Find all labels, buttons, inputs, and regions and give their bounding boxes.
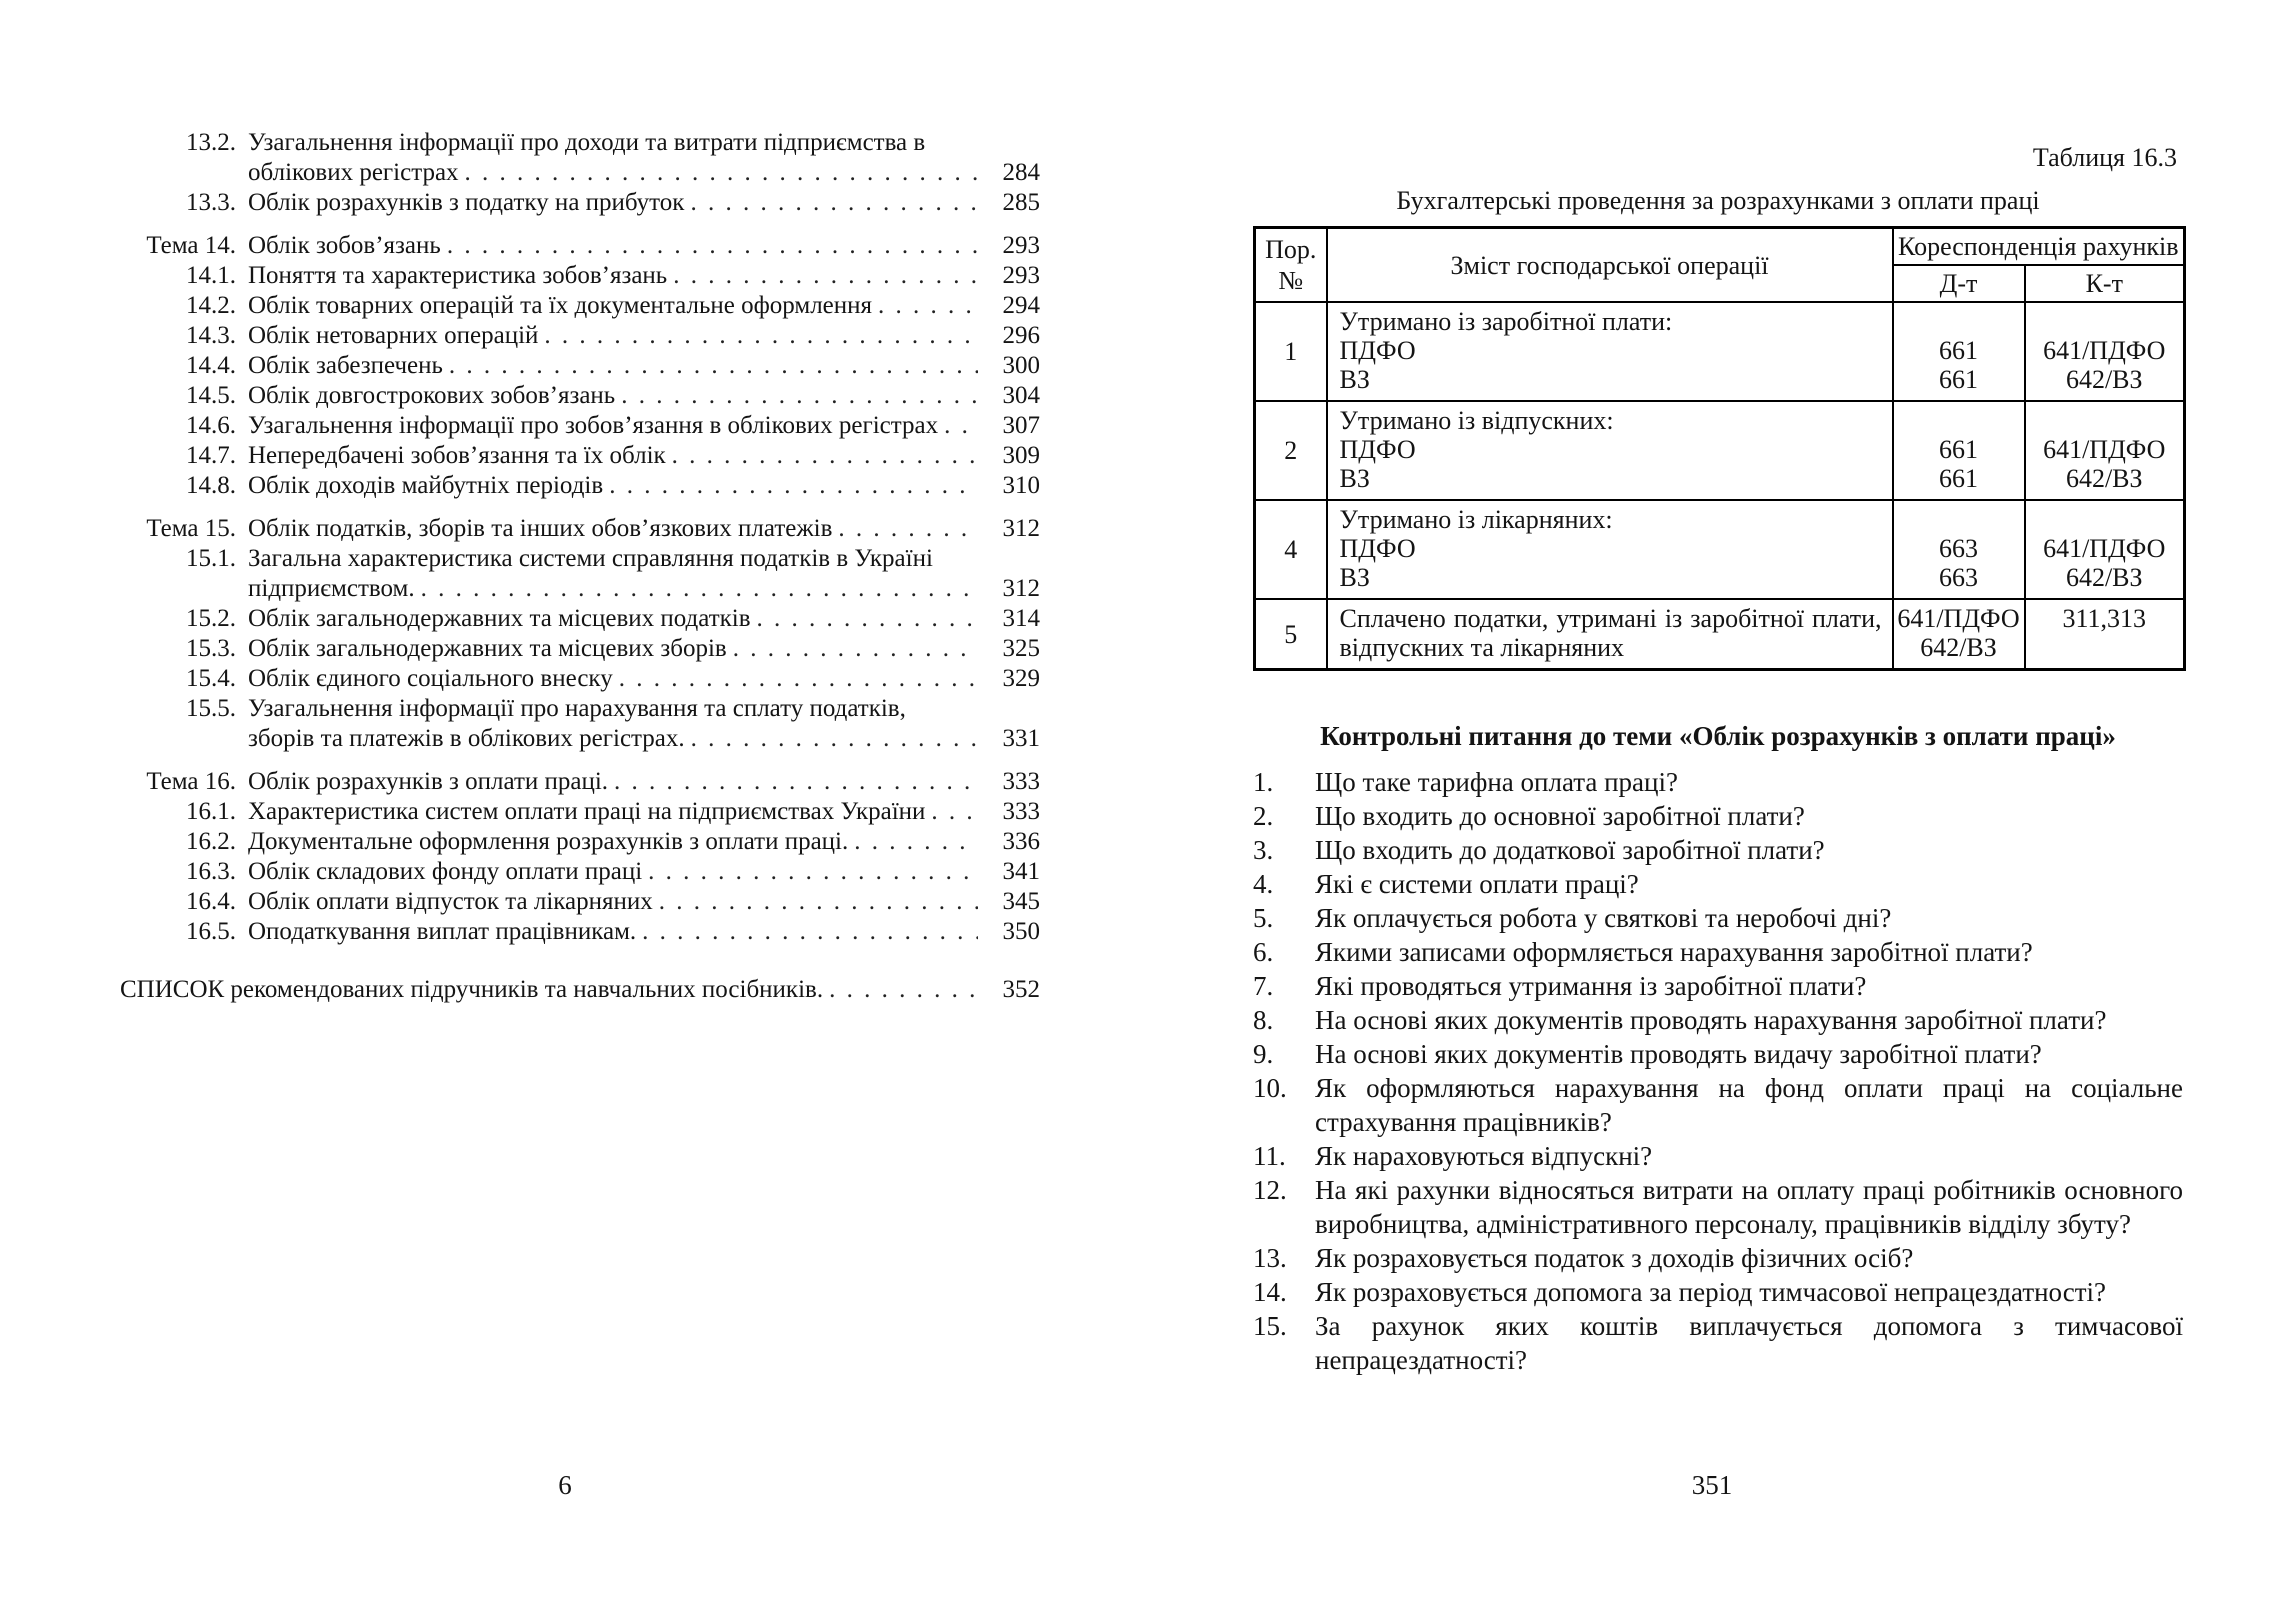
- credit-account: 642/ВЗ: [2065, 365, 2143, 394]
- toc-page-number: 309: [1002, 442, 1040, 469]
- col-header-number: [1255, 228, 1327, 303]
- debit-account: 661: [1939, 464, 1978, 493]
- dot-leader: [421, 574, 978, 604]
- toc-entry: [120, 128, 1040, 158]
- toc-entry: [120, 827, 1040, 857]
- toc-entry: [120, 634, 1040, 664]
- toc-page-number: 293: [1002, 232, 1040, 259]
- question-text: Що входить до основної заробітної плати?: [1315, 801, 1805, 831]
- toc-page-number: 304: [1002, 382, 1040, 409]
- operation-line: ВЗ: [1339, 563, 1370, 592]
- question-text: Як оформляються нарахування на фонд оплати праці на соціальне страхування працівників?: [1315, 1073, 2183, 1137]
- toc-entry-title: Облік нетоварних операцій: [248, 322, 539, 349]
- credit-account: 641/ПДФО: [2043, 435, 2166, 464]
- toc-entry-title: Облік оплати відпусток та лікарняних: [248, 888, 653, 915]
- toc-entry-number: 15.2.: [186, 605, 236, 632]
- table-title: Бухгалтерські проведення за розрахунками з оплати праці: [1396, 186, 2040, 215]
- debit-account: 661: [1939, 365, 1978, 394]
- credit-account: 641/ПДФО: [2043, 336, 2166, 365]
- question-text: Що входить до додаткової заробітної плати?: [1315, 835, 1825, 865]
- dot-leader: [757, 604, 978, 634]
- question-number: 5.: [1253, 903, 1274, 933]
- operation-line: ПДФО: [1339, 336, 1416, 365]
- toc-entry-number: 16.4.: [186, 888, 236, 915]
- credit-cell: [2025, 401, 2185, 500]
- page-number-left: 6: [558, 1470, 572, 1500]
- toc-entry-number: 15.3.: [186, 635, 236, 662]
- question-number: 8.: [1253, 1005, 1274, 1035]
- toc-page-number: 333: [1002, 768, 1040, 795]
- toc-entry-number: 14.5.: [186, 382, 236, 409]
- dot-leader: [465, 158, 978, 188]
- toc-entry-number: Тема 14.: [146, 232, 236, 259]
- toc-entry: [120, 291, 1040, 321]
- toc-page-number: 341: [1002, 858, 1040, 885]
- toc-entry-continuation: [120, 724, 1040, 754]
- postings-table: [1253, 226, 2186, 671]
- question-number: 9.: [1253, 1039, 1274, 1069]
- toc-entry-title: Облік розрахунків з податку на прибуток: [248, 189, 685, 216]
- credit-account: 642/ВЗ: [2065, 563, 2143, 592]
- question-text: Як нараховуються відпускні?: [1315, 1141, 1653, 1171]
- col-header-number-line2: №: [1278, 266, 1304, 295]
- debit-account: 661: [1939, 336, 1978, 365]
- toc-entry-title: Облік єдиного соціального внеску: [248, 665, 613, 692]
- toc-entry-title: зборів та платежів в облікових регістрах.: [248, 725, 685, 752]
- toc-page-number: 312: [1002, 575, 1040, 602]
- toc-entry-number: 15.1.: [186, 545, 236, 572]
- toc-entry-title: підприємством.: [248, 575, 415, 602]
- toc-entry-list: [120, 975, 1040, 1005]
- question-text: Як оплачується робота у святкові та неробочі дні?: [1315, 903, 1892, 933]
- toc-entry-title: Облік доходів майбутніх періодів: [248, 472, 604, 499]
- toc-entry-continuation: [120, 158, 1040, 188]
- dot-leader: [619, 664, 978, 694]
- toc-page-number: 350: [1002, 918, 1040, 945]
- toc-entry-number: 15.5.: [186, 695, 236, 722]
- toc-entry: [120, 441, 1040, 471]
- toc-entry-number: 16.3.: [186, 858, 236, 885]
- toc-entry: [120, 381, 1040, 411]
- toc-entry-theme: [120, 231, 1040, 261]
- toc-entry: [120, 321, 1040, 351]
- toc-entry-title: Облік товарних операцій та їх документальне оформлення: [248, 292, 873, 319]
- toc-entry-number: 14.1.: [186, 262, 236, 289]
- toc-entry-continuation: [120, 574, 1040, 604]
- dot-leader: [614, 767, 978, 797]
- table-caption: Таблиця 16.3: [2032, 143, 2177, 172]
- debit-cell: [1893, 401, 2025, 500]
- question-number: 7.: [1253, 971, 1274, 1001]
- content-page: [1253, 142, 2183, 1377]
- toc-entry-title: Облік розрахунків з оплати праці.: [248, 768, 609, 795]
- row-number: 1: [1255, 302, 1327, 401]
- toc-page-number: 285: [1002, 189, 1040, 216]
- question-number: 2.: [1253, 801, 1274, 831]
- debit-account: 642/ВЗ: [1920, 633, 1997, 662]
- question-number: 3.: [1253, 835, 1274, 865]
- toc-entry-number: 13.3.: [186, 189, 236, 216]
- table-row: [1255, 302, 2185, 401]
- question-item: [1253, 833, 2183, 867]
- dot-leader: [931, 797, 978, 827]
- toc-entry-title: Документальне оформлення розрахунків з оплати праці.: [248, 828, 849, 855]
- debit-cell: [1893, 500, 2025, 599]
- question-text: На які рахунки відносяться витрати на оплату праці робітників основного виробництва, адміністративного персоналу, працівників відділу збуту?: [1315, 1175, 2183, 1239]
- question-item: [1253, 969, 2183, 1003]
- toc-entry-title: Облік загальнодержавних та місцевих зборів: [248, 635, 727, 662]
- toc-entry-title: Облік податків, зборів та інших обов’язкових платежів: [248, 515, 833, 542]
- toc-page-number: 331: [1002, 725, 1040, 752]
- toc-entry-title: Оподаткування виплат працівникам.: [248, 918, 637, 945]
- toc-entry-number: Тема 15.: [146, 515, 236, 542]
- toc-page-number: 352: [1002, 976, 1040, 1003]
- toc-entry-number: 15.4.: [186, 665, 236, 692]
- operation-line: ВЗ: [1339, 365, 1370, 394]
- question-number: 10.: [1253, 1073, 1287, 1103]
- debit-cell: [1893, 302, 2025, 401]
- toc-page-number: 336: [1002, 828, 1040, 855]
- toc-page-number: 314: [1002, 605, 1040, 632]
- question-text: Якими записами оформляється нарахування заробітної плати?: [1315, 937, 2033, 967]
- operation-line: ПДФО: [1339, 534, 1416, 563]
- question-item: [1253, 765, 2183, 799]
- row-content: [1327, 302, 1893, 401]
- toc-entry-title: Облік складових фонду оплати праці: [248, 858, 643, 885]
- dot-leader: [878, 291, 978, 321]
- debit-account: 661: [1939, 435, 1978, 464]
- question-item: [1253, 1173, 2183, 1241]
- question-text: Які проводяться утримання із заробітної плати?: [1315, 971, 1867, 1001]
- dot-leader: [659, 887, 978, 917]
- toc-entry: [120, 797, 1040, 827]
- table-row: [1255, 500, 2185, 599]
- toc-entry-title: Поняття та характеристика зобов’язань: [248, 262, 668, 289]
- question-item: [1253, 1139, 2183, 1173]
- dot-leader: [642, 917, 978, 947]
- dot-leader: [447, 231, 978, 261]
- toc-page-number: 300: [1002, 352, 1040, 379]
- toc-entry-number: 14.2.: [186, 292, 236, 319]
- question-number: 12.: [1253, 1175, 1287, 1205]
- operation-title: Утримано із відпускних:: [1339, 406, 1614, 435]
- toc-entry-title: облікових регістрах: [248, 159, 459, 186]
- toc-entry-number: Тема 16.: [146, 768, 236, 795]
- toc-page-number: 294: [1002, 292, 1040, 319]
- row-content: Сплачено податки, утримані із заробітної плати, відпускних та лікарняних: [1327, 599, 1893, 670]
- dot-leader: [673, 261, 978, 291]
- credit-account: 642/ВЗ: [2065, 464, 2143, 493]
- toc-entry: [120, 887, 1040, 917]
- toc-entry-title: Облік зобов’язань: [248, 232, 441, 259]
- debit-account: 663: [1939, 563, 1978, 592]
- toc-page-number: 296: [1002, 322, 1040, 349]
- toc-entry: [120, 917, 1040, 947]
- dot-leader: [838, 514, 978, 544]
- toc-entry: [120, 411, 1040, 441]
- table-row: [1255, 401, 2185, 500]
- toc-entry: [120, 188, 1040, 218]
- toc-entry-title: Загальна характеристика системи справляння податків в Україні: [248, 545, 933, 572]
- row-content: [1327, 500, 1893, 599]
- dot-leader: [944, 411, 978, 441]
- dot-leader: [854, 827, 978, 857]
- toc-entry: [120, 471, 1040, 501]
- toc-entry-number: 14.6.: [186, 412, 236, 439]
- question-number: 4.: [1253, 869, 1274, 899]
- toc-entry: [120, 261, 1040, 291]
- toc-entry: [120, 604, 1040, 634]
- question-number: 13.: [1253, 1243, 1287, 1273]
- question-item: [1253, 1275, 2183, 1309]
- question-number: 15.: [1253, 1311, 1287, 1341]
- col-header-debit: Д-т: [1893, 265, 2025, 302]
- debit-cell: [1893, 599, 2025, 670]
- table-row: [1255, 599, 2185, 670]
- question-text: Що таке тарифна оплата праці?: [1315, 767, 1678, 797]
- credit-account: 641/ПДФО: [2043, 534, 2166, 563]
- dot-leader: [648, 857, 978, 887]
- toc-entry-title: Облік загальнодержавних та місцевих податків: [248, 605, 751, 632]
- dot-leader: [691, 724, 978, 754]
- row-number: 2: [1255, 401, 1327, 500]
- operation-title: Утримано із заробітної плати:: [1339, 307, 1673, 336]
- toc-entry-number: 14.7.: [186, 442, 236, 469]
- question-item: [1253, 867, 2183, 901]
- question-item: [1253, 1309, 2183, 1377]
- dot-leader: [733, 634, 978, 664]
- dot-leader: [690, 188, 978, 218]
- question-text: На основі яких документів проводять нарахування заробітної плати?: [1315, 1005, 2107, 1035]
- toc-entry-title: СПИСОК рекомендованих підручників та навчальних посібників.: [120, 976, 824, 1003]
- toc-page-number: 329: [1002, 665, 1040, 692]
- operation-line: ПДФО: [1339, 435, 1416, 464]
- toc-entry: [120, 544, 1040, 574]
- toc-entry-title: Узагальнення інформації про зобов’язання в облікових регістрах: [248, 412, 939, 439]
- toc-entry-title: Непередбачені зобов’язання та їх облік: [248, 442, 666, 469]
- toc-entry-number: 16.2.: [186, 828, 236, 855]
- dot-leader: [621, 381, 978, 411]
- row-content: [1327, 401, 1893, 500]
- toc-entry-number: 16.1.: [186, 798, 236, 825]
- credit-cell: [2025, 302, 2185, 401]
- toc-entry-number: 14.4.: [186, 352, 236, 379]
- question-item: [1253, 799, 2183, 833]
- toc-entry-theme: [120, 514, 1040, 544]
- toc-entry-title: Облік забезпечень: [248, 352, 443, 379]
- toc-entry: [120, 664, 1040, 694]
- toc-entry-number: 14.8.: [186, 472, 236, 499]
- dot-leader: [544, 321, 978, 351]
- toc-entry-title: Характеристика систем оплати праці на підприємствах України: [248, 798, 926, 825]
- credit-cell: [2025, 599, 2185, 670]
- question-text: Як розраховується податок з доходів фізичних осіб?: [1315, 1243, 1914, 1273]
- toc-page-number: 345: [1002, 888, 1040, 915]
- toc-entry: [120, 694, 1040, 724]
- credit-cell: [2025, 500, 2185, 599]
- dot-leader: [449, 351, 978, 381]
- toc-page: [120, 128, 1040, 1005]
- toc-entry-theme: [120, 767, 1040, 797]
- question-item: [1253, 1003, 2183, 1037]
- dot-leader: [829, 975, 978, 1005]
- col-header-number-line1: Пор.: [1265, 235, 1317, 264]
- row-number: 5: [1255, 599, 1327, 670]
- toc-entry: [120, 857, 1040, 887]
- toc-entry-number: 16.5.: [186, 918, 236, 945]
- col-header-credit: К-т: [2025, 265, 2185, 302]
- questions-heading: Контрольні питання до теми «Облік розрахунків з оплати праці»: [1320, 721, 2116, 751]
- question-number: 1.: [1253, 767, 1274, 797]
- question-item: [1253, 1071, 2183, 1139]
- col-header-content: Зміст господарської операції: [1327, 228, 1893, 303]
- question-item: [1253, 901, 2183, 935]
- question-text: Які є системи оплати праці?: [1315, 869, 1639, 899]
- toc-page-number: 284: [1002, 159, 1040, 186]
- toc-entry-number: 14.3.: [186, 322, 236, 349]
- question-text: На основі яких документів проводять видачу заробітної плати?: [1315, 1039, 2042, 1069]
- question-number: 6.: [1253, 937, 1274, 967]
- question-number: 14.: [1253, 1277, 1287, 1307]
- dot-leader: [609, 471, 978, 501]
- question-item: [1253, 1241, 2183, 1275]
- operation-title: Утримано із лікарняних:: [1339, 505, 1613, 534]
- col-header-correspondence: Кореспонденція рахунків: [1893, 228, 2185, 266]
- toc-page-number: 310: [1002, 472, 1040, 499]
- toc-entry-title: Узагальнення інформації про доходи та витрати підприємства в: [248, 129, 926, 156]
- toc-page-number: 325: [1002, 635, 1040, 662]
- toc-entry-number: 13.2.: [186, 129, 236, 156]
- question-number: 11.: [1253, 1141, 1286, 1171]
- table-header-row: [1255, 228, 2185, 266]
- question-item: [1253, 935, 2183, 969]
- operation-line: ВЗ: [1339, 464, 1370, 493]
- debit-account: 641/ПДФО: [1897, 604, 2020, 633]
- question-text: Як розраховується допомога за період тимчасової непрацездатності?: [1315, 1277, 2107, 1307]
- debit-account: 663: [1939, 534, 1978, 563]
- credit-account: 311,313: [2062, 604, 2147, 633]
- dot-leader: [672, 441, 978, 471]
- question-text: За рахунок яких коштів виплачується допомога з тимчасової непрацездатності?: [1315, 1311, 2183, 1375]
- toc-page-number: 333: [1002, 798, 1040, 825]
- toc-entry-title: Узагальнення інформації про нарахування та сплату податків,: [248, 695, 906, 722]
- toc-page-number: 312: [1002, 515, 1040, 542]
- toc-entry-title: Облік довгострокових зобов’язань: [248, 382, 616, 409]
- toc-entry: [120, 351, 1040, 381]
- row-number: 4: [1255, 500, 1327, 599]
- toc-page-number: 293: [1002, 262, 1040, 289]
- page-number-right: 351: [1691, 1470, 1733, 1500]
- toc-page-number: 307: [1002, 412, 1040, 439]
- question-item: [1253, 1037, 2183, 1071]
